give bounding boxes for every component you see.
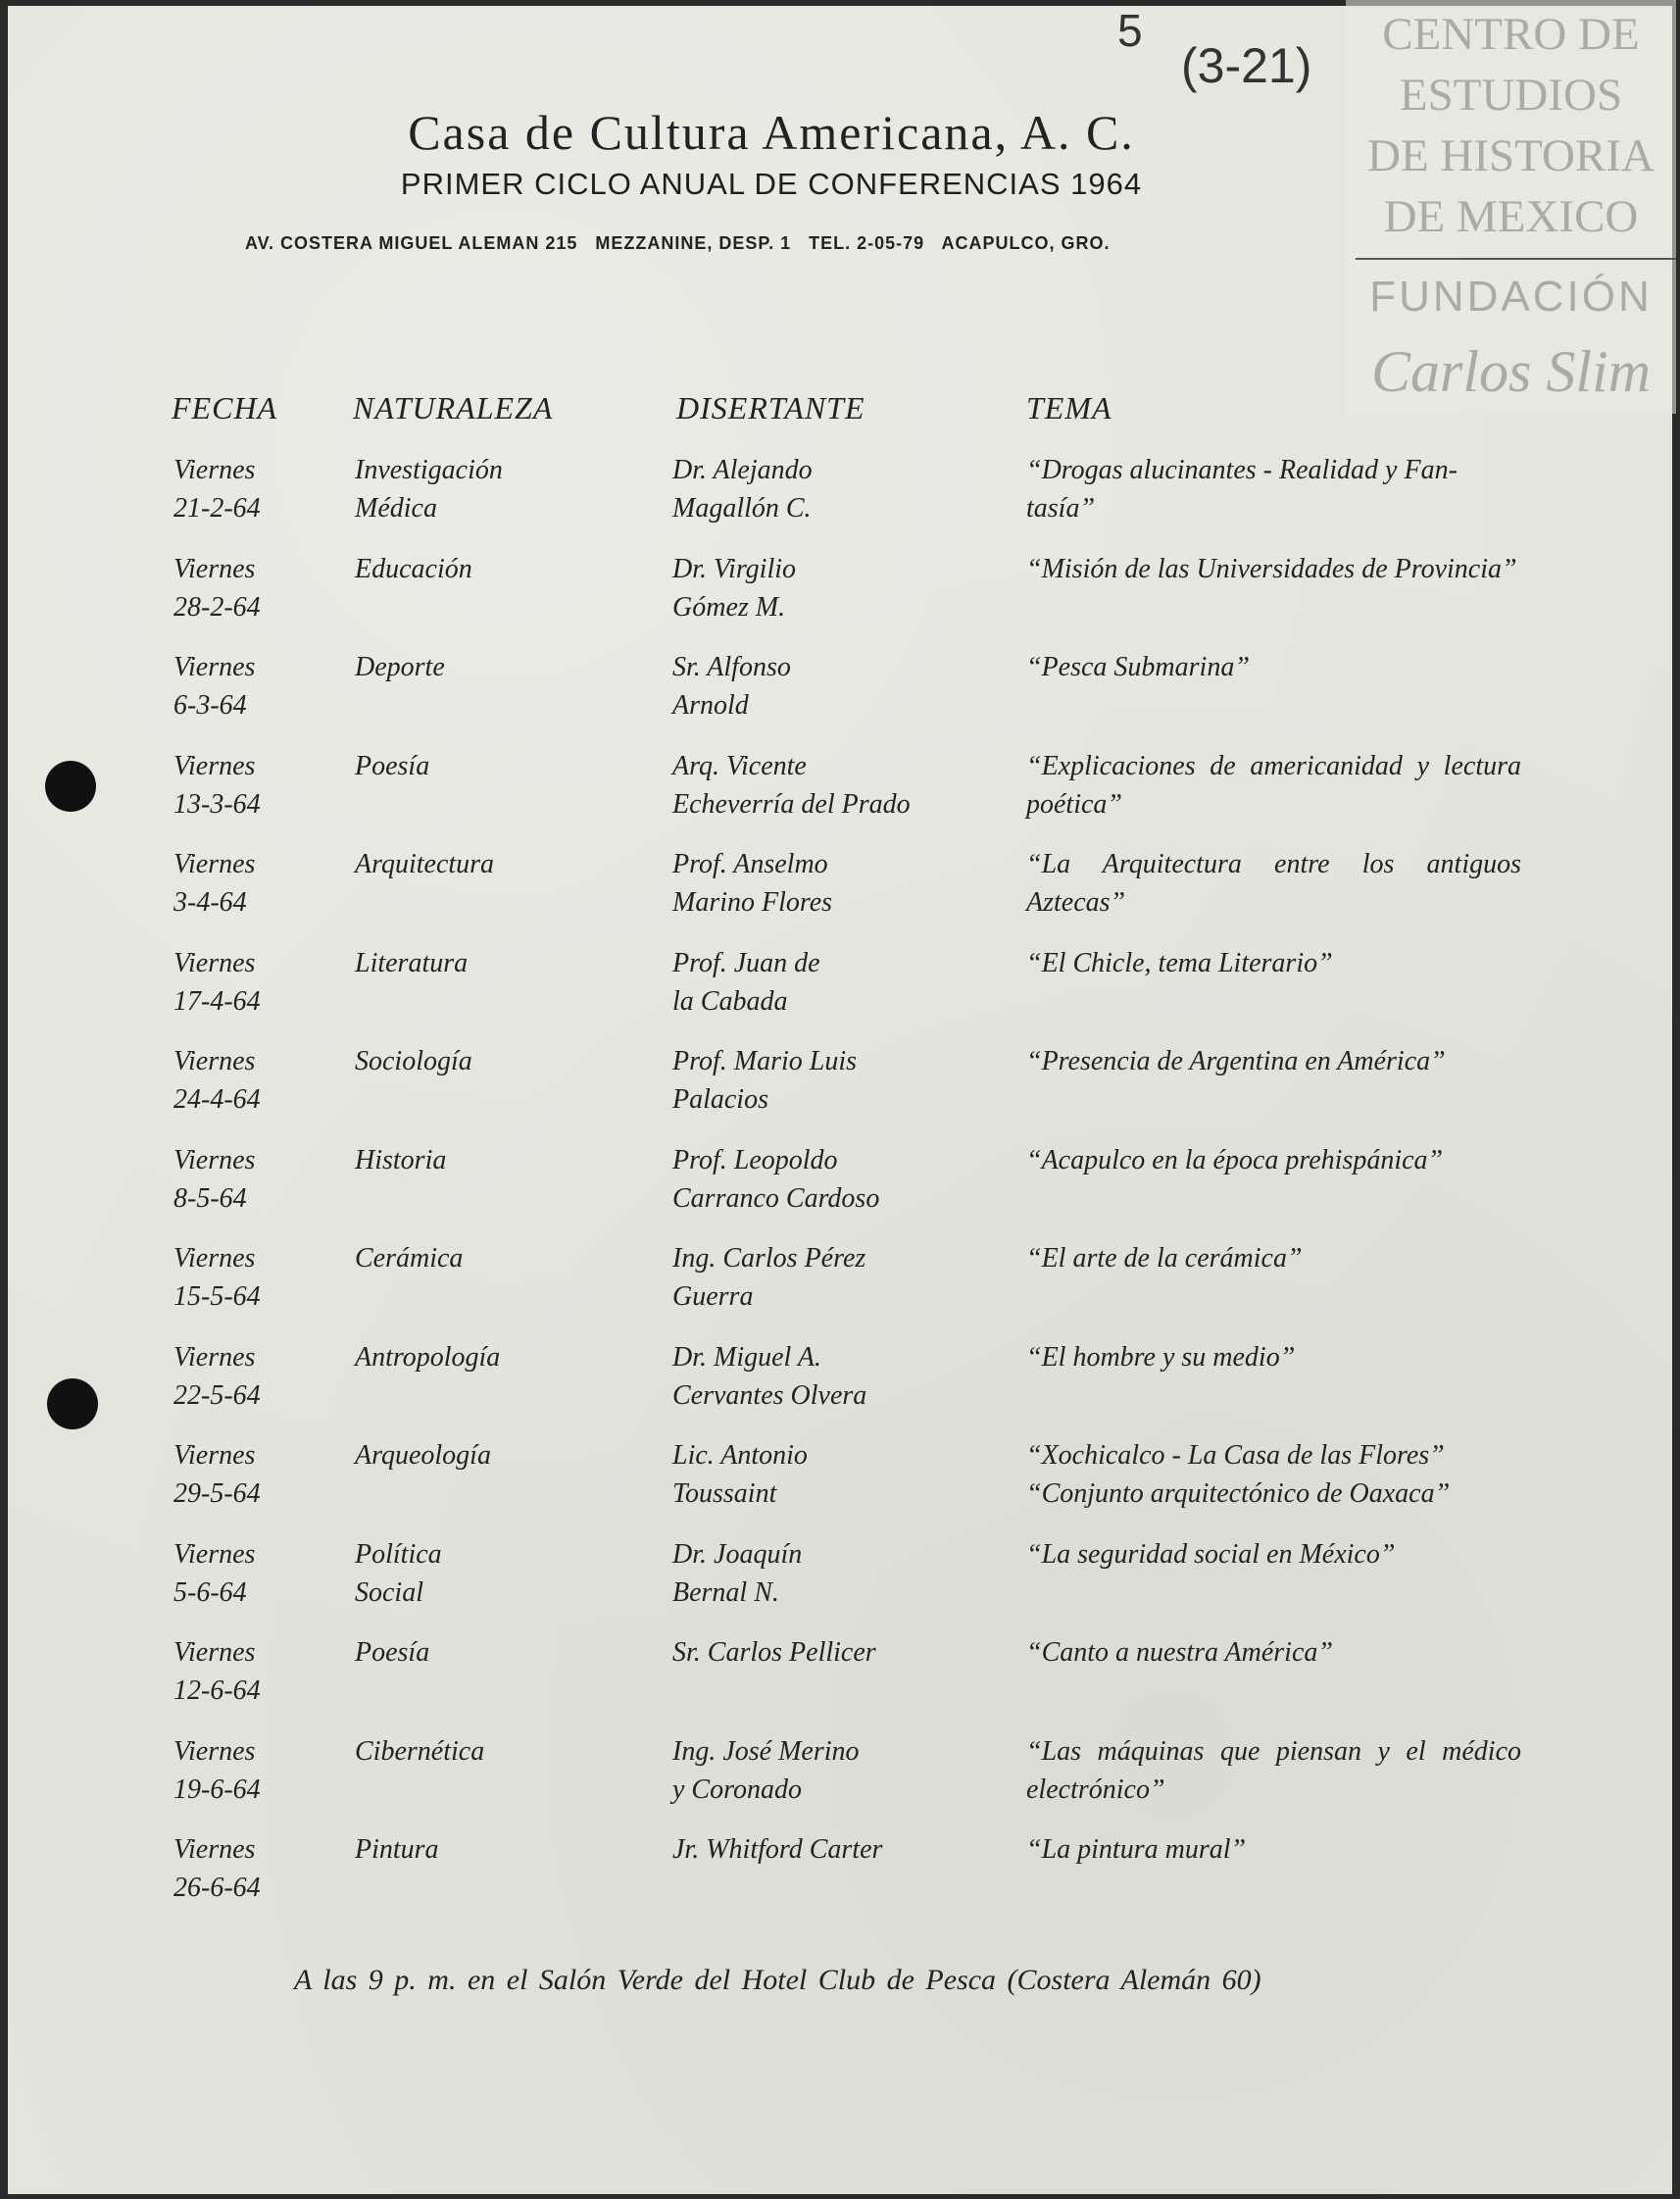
- cell-tema: “Pesca Submarina”: [1026, 652, 1250, 682]
- cell-naturaleza: Investigación Médica: [355, 455, 503, 524]
- cell-disertante: Sr. Carlos Pellicer: [672, 1637, 876, 1668]
- cell-disertante: Dr. Virgilio Gómez M.: [672, 553, 797, 623]
- cell-naturaleza: Sociología: [355, 1046, 472, 1076]
- cell-tema: “La Arquitectura entre los antiguos Aztecas”: [1026, 849, 1521, 918]
- punch-hole: [47, 1378, 98, 1429]
- cell-fecha: Viernes 5-6-64: [173, 1538, 256, 1608]
- cell-disertante: Dr. Alejando Magallón C.: [672, 455, 813, 524]
- venue-note: A las 9 p. m. en el Salón Verde del Hotel Club de Pesca (Costera Alemán 60): [294, 1964, 1261, 1996]
- watermark-line: ESTUDIOS: [1399, 70, 1623, 121]
- column-header-fecha: FECHA: [172, 390, 278, 425]
- cell-naturaleza: Literatura: [355, 947, 469, 978]
- cell-naturaleza: Política Social: [355, 1538, 442, 1608]
- cell-disertante: Jr. Whitford Carter: [672, 1834, 883, 1865]
- cell-tema: “El arte de la cerámica”: [1026, 1243, 1303, 1274]
- cell-disertante: Arq. Vicente Echeverría del Prado: [672, 750, 911, 820]
- cell-fecha: Viernes 26-6-64: [173, 1834, 261, 1903]
- watermark-line: DE MEXICO: [1383, 191, 1639, 242]
- cell-tema: “Explicaciones de americanidad y lectura poética”: [1026, 750, 1521, 820]
- cell-tema: “El hombre y su medio”: [1026, 1341, 1296, 1373]
- cell-disertante: Ing. José Merino y Coronado: [672, 1735, 860, 1805]
- cell-tema: “El Chicle, tema Literario”: [1026, 947, 1333, 978]
- cell-naturaleza: Cibernética: [355, 1735, 485, 1767]
- cell-naturaleza: Deporte: [355, 652, 445, 682]
- watermark-line: DE HISTORIA: [1367, 130, 1655, 181]
- organization-title: Casa de Cultura Americana, A. C.: [408, 105, 1135, 160]
- column-header-disertante: DISERTANTE: [676, 390, 865, 425]
- cell-tema: “La pintura mural”: [1026, 1834, 1247, 1865]
- cell-fecha: Viernes 24-4-64: [173, 1046, 261, 1115]
- cell-naturaleza: Arquitectura: [355, 849, 495, 879]
- cell-naturaleza: Pintura: [355, 1834, 439, 1865]
- cell-fecha: Viernes 6-3-64: [173, 652, 256, 721]
- cell-naturaleza: Poesía: [355, 1637, 430, 1668]
- cell-fecha: Viernes 8-5-64: [173, 1144, 256, 1214]
- cell-fecha: Viernes 3-4-64: [173, 849, 256, 918]
- cell-fecha: Viernes 21-2-64: [173, 455, 261, 524]
- column-header-naturaleza: NATURALEZA: [353, 390, 554, 425]
- cell-tema: “Misión de las Universidades de Provincia”: [1026, 553, 1517, 584]
- cell-disertante: Prof. Anselmo Marino Flores: [672, 849, 833, 918]
- cell-disertante: Prof. Mario Luis Palacios: [672, 1046, 857, 1115]
- cell-disertante: Dr. Joaquín Bernal N.: [672, 1538, 803, 1608]
- divider: [1356, 258, 1676, 260]
- cell-tema: “Acapulco en la época prehispánica”: [1026, 1144, 1444, 1175]
- cell-fecha: Viernes 19-6-64: [173, 1735, 261, 1805]
- punch-hole: [45, 761, 96, 812]
- cell-fecha: Viernes 15-5-64: [173, 1243, 261, 1312]
- cell-naturaleza: Antropología: [355, 1341, 501, 1373]
- cell-disertante: Prof. Juan de la Cabada: [672, 947, 820, 1017]
- cell-disertante: Sr. Alfonso Arnold: [672, 652, 791, 721]
- watermark-institution: [1346, 4, 1676, 247]
- address-line: AV. COSTERA MIGUEL ALEMAN 215 MEZZANINE, DESP. 1 TEL. 2-05-79 ACAPULCO, GRO.: [245, 233, 1111, 253]
- watermark-line: CENTRO DE: [1382, 9, 1640, 60]
- cell-naturaleza: Poesía: [355, 750, 430, 781]
- cell-tema: “Las máquinas que piensan y el médico electrónico”: [1026, 1735, 1521, 1805]
- column-header-tema: TEMA: [1026, 390, 1112, 425]
- cell-fecha: Viernes 17-4-64: [173, 947, 261, 1017]
- watermark-fundacion: FUNDACIÓN: [1369, 273, 1653, 321]
- cell-naturaleza: Cerámica: [355, 1243, 464, 1274]
- cell-disertante: Dr. Miguel A. Cervantes Olvera: [672, 1341, 867, 1411]
- cell-disertante: Prof. Leopoldo Carranco Cardoso: [672, 1144, 880, 1214]
- cell-tema: “Xochicalco - La Casa de las Flores” “Conjunto arquitectónico de Oaxaca”: [1026, 1440, 1451, 1509]
- cell-tema: “Drogas alucinantes - Realidad y Fan- tasía”: [1026, 455, 1458, 524]
- cell-tema: “Canto a nuestra América”: [1026, 1637, 1333, 1668]
- cell-fecha: Viernes 12-6-64: [173, 1637, 261, 1706]
- cell-fecha: Viernes 22-5-64: [173, 1341, 261, 1411]
- cell-naturaleza: Arqueología: [355, 1440, 491, 1471]
- cell-disertante: Ing. Carlos Pérez Guerra: [672, 1243, 866, 1312]
- cell-fecha: Viernes 28-2-64: [173, 553, 261, 623]
- cell-fecha: Viernes 13-3-64: [173, 750, 261, 820]
- handwritten-reference: (3-21): [1181, 38, 1312, 93]
- handwritten-page-number: 5: [1117, 5, 1143, 56]
- cell-tema: “La seguridad social en México”: [1026, 1538, 1396, 1570]
- watermark-signature: Carlos Slim: [1370, 339, 1652, 404]
- cell-naturaleza: Historia: [355, 1144, 447, 1175]
- cell-naturaleza: Educación: [355, 553, 472, 584]
- cell-disertante: Lic. Antonio Toussaint: [672, 1440, 808, 1509]
- cell-tema: “Presencia de Argentina en América”: [1026, 1046, 1446, 1076]
- watermark: [1346, 0, 1676, 414]
- cell-fecha: Viernes 29-5-64: [173, 1440, 261, 1509]
- document-subtitle: PRIMER CICLO ANUAL DE CONFERENCIAS 1964: [400, 167, 1143, 201]
